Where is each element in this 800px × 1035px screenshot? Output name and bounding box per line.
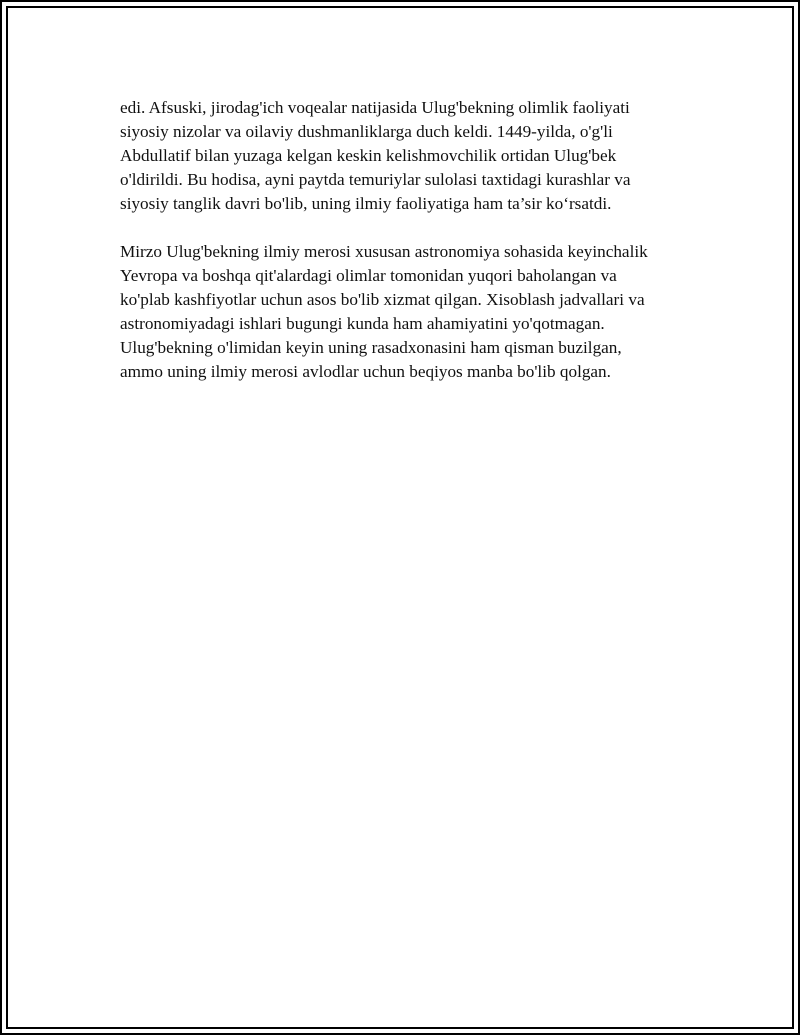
text-line: o'ldirildi. Bu hodisa, ayni paytda temuriylar sulolasi taxtidagi kurashlar va	[120, 170, 631, 189]
text-line: siyosiy nizolar va oilaviy dushmanliklarga duch keldi. 1449-yilda, o'g'li	[120, 122, 613, 141]
text-line: Mirzo Ulug'bekning ilmiy merosi xususan astronomiya sohasida keyinchalik	[120, 242, 648, 261]
paragraph-1	[120, 96, 700, 216]
text-line: Yevropa va boshqa qit'alardagi olimlar tomonidan yuqori baholangan va	[120, 266, 617, 285]
text-line: Abdullatif bilan yuzaga kelgan keskin kelishmovchilik ortidan Ulug'bek	[120, 146, 617, 165]
text-line: siyosiy tanglik davri bo'lib, uning ilmiy faoliyatiga ham ta’sir ko‘rsatdi.	[120, 194, 612, 213]
document-body	[120, 96, 700, 408]
text-line: ammo uning ilmiy merosi avlodlar uchun beqiyos manba bo'lib qolgan.	[120, 362, 611, 381]
text-line: Ulug'bekning o'limidan keyin uning rasadxonasini ham qisman buzilgan,	[120, 338, 622, 357]
text-line: edi. Afsuski, jirodag'ich voqealar natijasida Ulug'bekning olimlik faoliyati	[120, 98, 630, 117]
paragraph-2	[120, 240, 700, 384]
text-line: astronomiyadagi ishlari bugungi kunda ham ahamiyatini yo'qotmagan.	[120, 314, 605, 333]
text-line: ko'plab kashfiyotlar uchun asos bo'lib xizmat qilgan. Xisoblash jadvallari va	[120, 290, 645, 309]
